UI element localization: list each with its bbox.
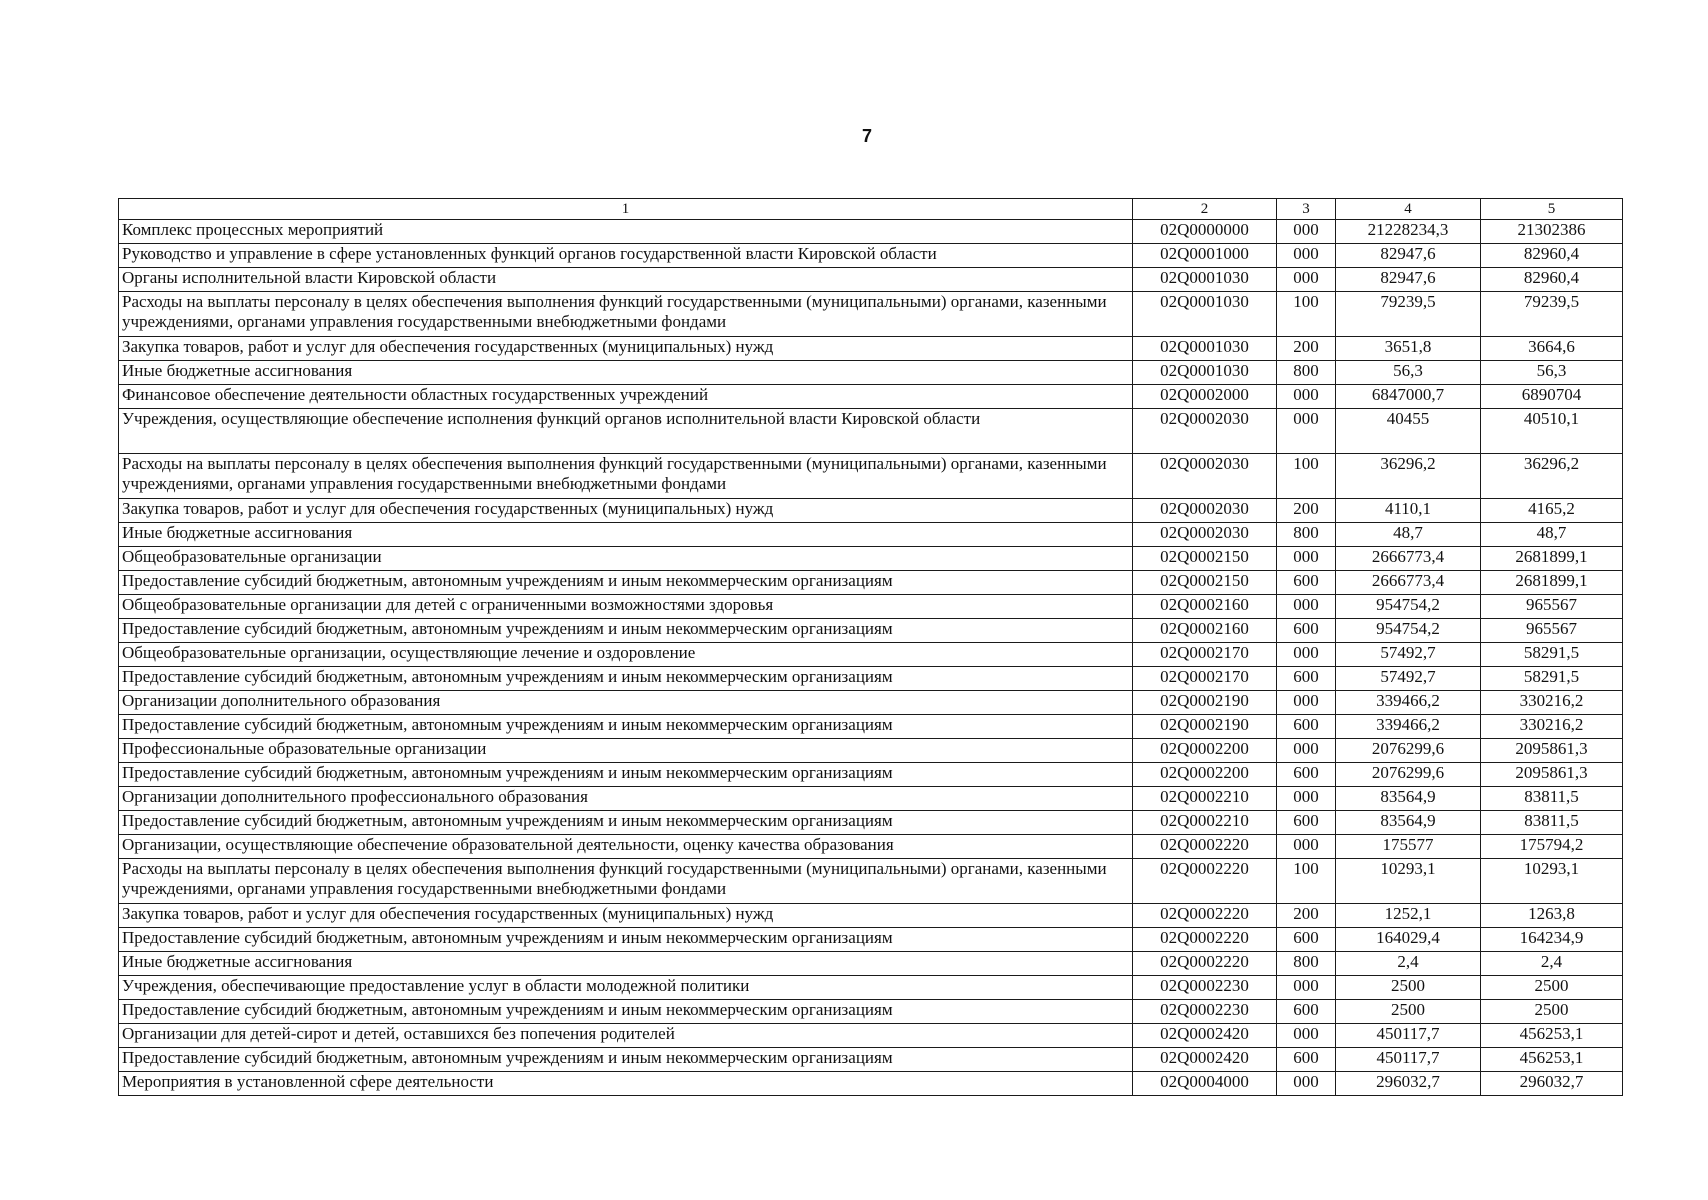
amount-year-1-cell: 82947,6	[1336, 244, 1481, 268]
amount-year-2-cell: 456253,1	[1481, 1048, 1623, 1072]
table-row	[119, 454, 1623, 499]
table-row	[119, 952, 1623, 976]
expense-type-cell: 000	[1277, 739, 1336, 763]
expense-name-cell: Закупка товаров, работ и услуг для обеспечения государственных (муниципальных) нужд	[119, 499, 1133, 523]
expense-name-cell: Расходы на выплаты персоналу в целях обеспечения выполнения функций государственными (муниципальными) органами, казенными учреждениями, органами управления государственными внебюджетными фондами	[119, 859, 1133, 904]
expense-type-cell: 000	[1277, 835, 1336, 859]
target-code-cell: 02Q0001000	[1133, 244, 1277, 268]
target-code-cell: 02Q0002150	[1133, 547, 1277, 571]
expense-name-cell: Предоставление субсидий бюджетным, автономным учреждениям и иным некоммерческим организациям	[119, 1000, 1133, 1024]
amount-year-2-cell: 1263,8	[1481, 904, 1623, 928]
expense-name-cell: Закупка товаров, работ и услуг для обеспечения государственных (муниципальных) нужд	[119, 904, 1133, 928]
expense-type-cell: 100	[1277, 292, 1336, 337]
target-code-cell: 02Q0002220	[1133, 952, 1277, 976]
expense-type-cell: 100	[1277, 859, 1336, 904]
expense-name-cell: Учреждения, обеспечивающие предоставление услуг в области молодежной политики	[119, 976, 1133, 1000]
amount-year-1-cell: 83564,9	[1336, 811, 1481, 835]
table-row	[119, 715, 1623, 739]
amount-year-2-cell: 164234,9	[1481, 928, 1623, 952]
amount-year-2-cell: 36296,2	[1481, 454, 1623, 499]
amount-year-2-cell: 83811,5	[1481, 787, 1623, 811]
expense-type-cell: 000	[1277, 220, 1336, 244]
expense-name-cell: Организации дополнительного профессионального образования	[119, 787, 1133, 811]
target-code-cell: 02Q0002230	[1133, 1000, 1277, 1024]
amount-year-1-cell: 296032,7	[1336, 1072, 1481, 1096]
column-header-2: 2	[1133, 199, 1277, 220]
amount-year-1-cell: 1252,1	[1336, 904, 1481, 928]
amount-year-1-cell: 954754,2	[1336, 595, 1481, 619]
target-code-cell: 02Q0002190	[1133, 691, 1277, 715]
target-code-cell: 02Q0002200	[1133, 763, 1277, 787]
table-row	[119, 292, 1623, 337]
column-header-3: 3	[1277, 199, 1336, 220]
amount-year-1-cell: 82947,6	[1336, 268, 1481, 292]
amount-year-2-cell: 296032,7	[1481, 1072, 1623, 1096]
expense-type-cell: 000	[1277, 547, 1336, 571]
target-code-cell: 02Q0002210	[1133, 787, 1277, 811]
target-code-cell: 02Q0002230	[1133, 976, 1277, 1000]
page-number: 7	[862, 126, 873, 146]
expense-name-cell: Организации дополнительного образования	[119, 691, 1133, 715]
amount-year-2-cell: 40510,1	[1481, 409, 1623, 454]
expense-name-cell: Профессиональные образовательные организации	[119, 739, 1133, 763]
amount-year-1-cell: 2500	[1336, 976, 1481, 1000]
target-code-cell: 02Q0001030	[1133, 337, 1277, 361]
amount-year-1-cell: 4110,1	[1336, 499, 1481, 523]
amount-year-1-cell: 57492,7	[1336, 643, 1481, 667]
target-code-cell: 02Q0001030	[1133, 268, 1277, 292]
table-row	[119, 361, 1623, 385]
expense-type-cell: 000	[1277, 385, 1336, 409]
table-row	[119, 643, 1623, 667]
target-code-cell: 02Q0002000	[1133, 385, 1277, 409]
target-code-cell: 02Q0002150	[1133, 571, 1277, 595]
table-row	[119, 835, 1623, 859]
amount-year-2-cell: 330216,2	[1481, 691, 1623, 715]
expense-type-cell: 000	[1277, 1024, 1336, 1048]
table-row	[119, 811, 1623, 835]
amount-year-2-cell: 2500	[1481, 1000, 1623, 1024]
amount-year-1-cell: 56,3	[1336, 361, 1481, 385]
target-code-cell: 02Q0002210	[1133, 811, 1277, 835]
expense-type-cell: 000	[1277, 643, 1336, 667]
target-code-cell: 02Q0002420	[1133, 1048, 1277, 1072]
amount-year-2-cell: 2095861,3	[1481, 739, 1623, 763]
amount-year-2-cell: 58291,5	[1481, 643, 1623, 667]
amount-year-1-cell: 10293,1	[1336, 859, 1481, 904]
expense-name-cell: Общеобразовательные организации	[119, 547, 1133, 571]
expense-type-cell: 600	[1277, 928, 1336, 952]
table-row	[119, 409, 1623, 454]
target-code-cell: 02Q0002220	[1133, 835, 1277, 859]
table-row	[119, 337, 1623, 361]
expense-name-cell: Органы исполнительной власти Кировской области	[119, 268, 1133, 292]
table-row	[119, 244, 1623, 268]
amount-year-1-cell: 57492,7	[1336, 667, 1481, 691]
table-row	[119, 571, 1623, 595]
amount-year-2-cell: 58291,5	[1481, 667, 1623, 691]
column-header-4: 4	[1336, 199, 1481, 220]
target-code-cell: 02Q0001030	[1133, 361, 1277, 385]
table-row	[119, 547, 1623, 571]
table-row	[119, 220, 1623, 244]
expense-name-cell: Комплекс процессных мероприятий	[119, 220, 1133, 244]
expense-type-cell: 800	[1277, 952, 1336, 976]
target-code-cell: 02Q0002220	[1133, 904, 1277, 928]
amount-year-2-cell: 456253,1	[1481, 1024, 1623, 1048]
expense-type-cell: 600	[1277, 811, 1336, 835]
expense-name-cell: Расходы на выплаты персоналу в целях обеспечения выполнения функций государственными (муниципальными) органами, казенными учреждениями, органами управления государственными внебюджетными фондами	[119, 292, 1133, 337]
table-row	[119, 739, 1623, 763]
table-row	[119, 1000, 1623, 1024]
target-code-cell: 02Q0002030	[1133, 454, 1277, 499]
table-row	[119, 1072, 1623, 1096]
expense-type-cell: 000	[1277, 409, 1336, 454]
amount-year-1-cell: 21228234,3	[1336, 220, 1481, 244]
amount-year-2-cell: 82960,4	[1481, 244, 1623, 268]
table-row	[119, 619, 1623, 643]
amount-year-1-cell: 79239,5	[1336, 292, 1481, 337]
expense-name-cell: Предоставление субсидий бюджетным, автономным учреждениям и иным некоммерческим организациям	[119, 571, 1133, 595]
table-row	[119, 691, 1623, 715]
column-header-1: 1	[119, 199, 1133, 220]
expense-type-cell: 000	[1277, 976, 1336, 1000]
amount-year-2-cell: 83811,5	[1481, 811, 1623, 835]
table-row	[119, 1024, 1623, 1048]
expense-type-cell: 000	[1277, 244, 1336, 268]
expense-type-cell: 200	[1277, 499, 1336, 523]
amount-year-1-cell: 954754,2	[1336, 619, 1481, 643]
table-row	[119, 385, 1623, 409]
expense-name-cell: Общеобразовательные организации для детей с ограниченными возможностями здоровья	[119, 595, 1133, 619]
amount-year-1-cell: 2076299,6	[1336, 763, 1481, 787]
amount-year-1-cell: 2666773,4	[1336, 547, 1481, 571]
table-row	[119, 763, 1623, 787]
expense-type-cell: 000	[1277, 268, 1336, 292]
amount-year-1-cell: 339466,2	[1336, 715, 1481, 739]
target-code-cell: 02Q0002030	[1133, 409, 1277, 454]
amount-year-2-cell: 175794,2	[1481, 835, 1623, 859]
target-code-cell: 02Q0000000	[1133, 220, 1277, 244]
expense-name-cell: Предоставление субсидий бюджетным, автономным учреждениям и иным некоммерческим организациям	[119, 811, 1133, 835]
amount-year-1-cell: 450117,7	[1336, 1024, 1481, 1048]
target-code-cell: 02Q0002170	[1133, 667, 1277, 691]
table-row	[119, 787, 1623, 811]
expense-name-cell: Предоставление субсидий бюджетным, автономным учреждениям и иным некоммерческим организациям	[119, 667, 1133, 691]
amount-year-2-cell: 965567	[1481, 619, 1623, 643]
target-code-cell: 02Q0002030	[1133, 499, 1277, 523]
target-code-cell: 02Q0004000	[1133, 1072, 1277, 1096]
expense-type-cell: 600	[1277, 571, 1336, 595]
expense-name-cell: Иные бюджетные ассигнования	[119, 952, 1133, 976]
expense-name-cell: Предоставление субсидий бюджетным, автономным учреждениям и иным некоммерческим организациям	[119, 763, 1133, 787]
target-code-cell: 02Q0002160	[1133, 619, 1277, 643]
expense-name-cell: Руководство и управление в сфере установленных функций органов государственной власти Кировской области	[119, 244, 1133, 268]
amount-year-2-cell: 79239,5	[1481, 292, 1623, 337]
target-code-cell: 02Q0002420	[1133, 1024, 1277, 1048]
amount-year-1-cell: 450117,7	[1336, 1048, 1481, 1072]
expense-name-cell: Предоставление субсидий бюджетным, автономным учреждениям и иным некоммерческим организациям	[119, 928, 1133, 952]
expense-type-cell: 600	[1277, 667, 1336, 691]
expense-type-cell: 800	[1277, 523, 1336, 547]
expense-type-cell: 600	[1277, 763, 1336, 787]
expense-name-cell: Общеобразовательные организации, осуществляющие лечение и оздоровление	[119, 643, 1133, 667]
expense-type-cell: 000	[1277, 787, 1336, 811]
expense-name-cell: Предоставление субсидий бюджетным, автономным учреждениям и иным некоммерческим организациям	[119, 1048, 1133, 1072]
target-code-cell: 02Q0002030	[1133, 523, 1277, 547]
table-row	[119, 523, 1623, 547]
amount-year-1-cell: 2076299,6	[1336, 739, 1481, 763]
amount-year-2-cell: 56,3	[1481, 361, 1623, 385]
amount-year-2-cell: 10293,1	[1481, 859, 1623, 904]
amount-year-1-cell: 2666773,4	[1336, 571, 1481, 595]
amount-year-1-cell: 339466,2	[1336, 691, 1481, 715]
expense-type-cell: 100	[1277, 454, 1336, 499]
expense-name-cell: Расходы на выплаты персоналу в целях обеспечения выполнения функций государственными (муниципальными) органами, казенными учреждениями, органами управления государственными внебюджетными фондами	[119, 454, 1133, 499]
table-row	[119, 928, 1623, 952]
column-header-5: 5	[1481, 199, 1623, 220]
expense-name-cell: Предоставление субсидий бюджетным, автономным учреждениям и иным некоммерческим организациям	[119, 619, 1133, 643]
expense-type-cell: 600	[1277, 1000, 1336, 1024]
target-code-cell: 02Q0002170	[1133, 643, 1277, 667]
target-code-cell: 02Q0002220	[1133, 928, 1277, 952]
amount-year-2-cell: 2681899,1	[1481, 571, 1623, 595]
table-row	[119, 595, 1623, 619]
budget-table	[118, 198, 1623, 1096]
expense-type-cell: 000	[1277, 691, 1336, 715]
expense-type-cell: 800	[1277, 361, 1336, 385]
expense-type-cell: 600	[1277, 1048, 1336, 1072]
table-row	[119, 904, 1623, 928]
amount-year-1-cell: 3651,8	[1336, 337, 1481, 361]
amount-year-2-cell: 2500	[1481, 976, 1623, 1000]
table-row	[119, 859, 1623, 904]
table-row	[119, 499, 1623, 523]
amount-year-2-cell: 6890704	[1481, 385, 1623, 409]
amount-year-1-cell: 36296,2	[1336, 454, 1481, 499]
amount-year-2-cell: 3664,6	[1481, 337, 1623, 361]
amount-year-1-cell: 2500	[1336, 1000, 1481, 1024]
target-code-cell: 02Q0002220	[1133, 859, 1277, 904]
amount-year-2-cell: 330216,2	[1481, 715, 1623, 739]
amount-year-2-cell: 48,7	[1481, 523, 1623, 547]
amount-year-1-cell: 40455	[1336, 409, 1481, 454]
expense-name-cell: Предоставление субсидий бюджетным, автономным учреждениям и иным некоммерческим организациям	[119, 715, 1133, 739]
target-code-cell: 02Q0001030	[1133, 292, 1277, 337]
table-row	[119, 268, 1623, 292]
expense-type-cell: 200	[1277, 904, 1336, 928]
expense-name-cell: Закупка товаров, работ и услуг для обеспечения государственных (муниципальных) нужд	[119, 337, 1133, 361]
amount-year-2-cell: 2,4	[1481, 952, 1623, 976]
table-row	[119, 667, 1623, 691]
expense-type-cell: 000	[1277, 595, 1336, 619]
target-code-cell: 02Q0002190	[1133, 715, 1277, 739]
amount-year-2-cell: 2681899,1	[1481, 547, 1623, 571]
amount-year-2-cell: 21302386	[1481, 220, 1623, 244]
expense-name-cell: Мероприятия в установленной сфере деятельности	[119, 1072, 1133, 1096]
expense-type-cell: 000	[1277, 1072, 1336, 1096]
amount-year-1-cell: 6847000,7	[1336, 385, 1481, 409]
expense-type-cell: 600	[1277, 715, 1336, 739]
expense-name-cell: Организации, осуществляющие обеспечение образовательной деятельности, оценку качества образования	[119, 835, 1133, 859]
amount-year-1-cell: 2,4	[1336, 952, 1481, 976]
amount-year-1-cell: 48,7	[1336, 523, 1481, 547]
table-header-row	[119, 199, 1623, 220]
target-code-cell: 02Q0002200	[1133, 739, 1277, 763]
table-row	[119, 976, 1623, 1000]
expense-type-cell: 200	[1277, 337, 1336, 361]
expense-name-cell: Иные бюджетные ассигнования	[119, 361, 1133, 385]
expense-name-cell: Финансовое обеспечение деятельности областных государственных учреждений	[119, 385, 1133, 409]
expense-name-cell: Учреждения, осуществляющие обеспечение исполнения функций органов исполнительной власти Кировской области	[119, 409, 1133, 454]
amount-year-1-cell: 175577	[1336, 835, 1481, 859]
expense-type-cell: 600	[1277, 619, 1336, 643]
amount-year-2-cell: 82960,4	[1481, 268, 1623, 292]
table-row	[119, 1048, 1623, 1072]
expense-name-cell: Иные бюджетные ассигнования	[119, 523, 1133, 547]
target-code-cell: 02Q0002160	[1133, 595, 1277, 619]
amount-year-2-cell: 2095861,3	[1481, 763, 1623, 787]
amount-year-1-cell: 83564,9	[1336, 787, 1481, 811]
expense-name-cell: Организации для детей-сирот и детей, оставшихся без попечения родителей	[119, 1024, 1133, 1048]
amount-year-2-cell: 4165,2	[1481, 499, 1623, 523]
amount-year-2-cell: 965567	[1481, 595, 1623, 619]
amount-year-1-cell: 164029,4	[1336, 928, 1481, 952]
